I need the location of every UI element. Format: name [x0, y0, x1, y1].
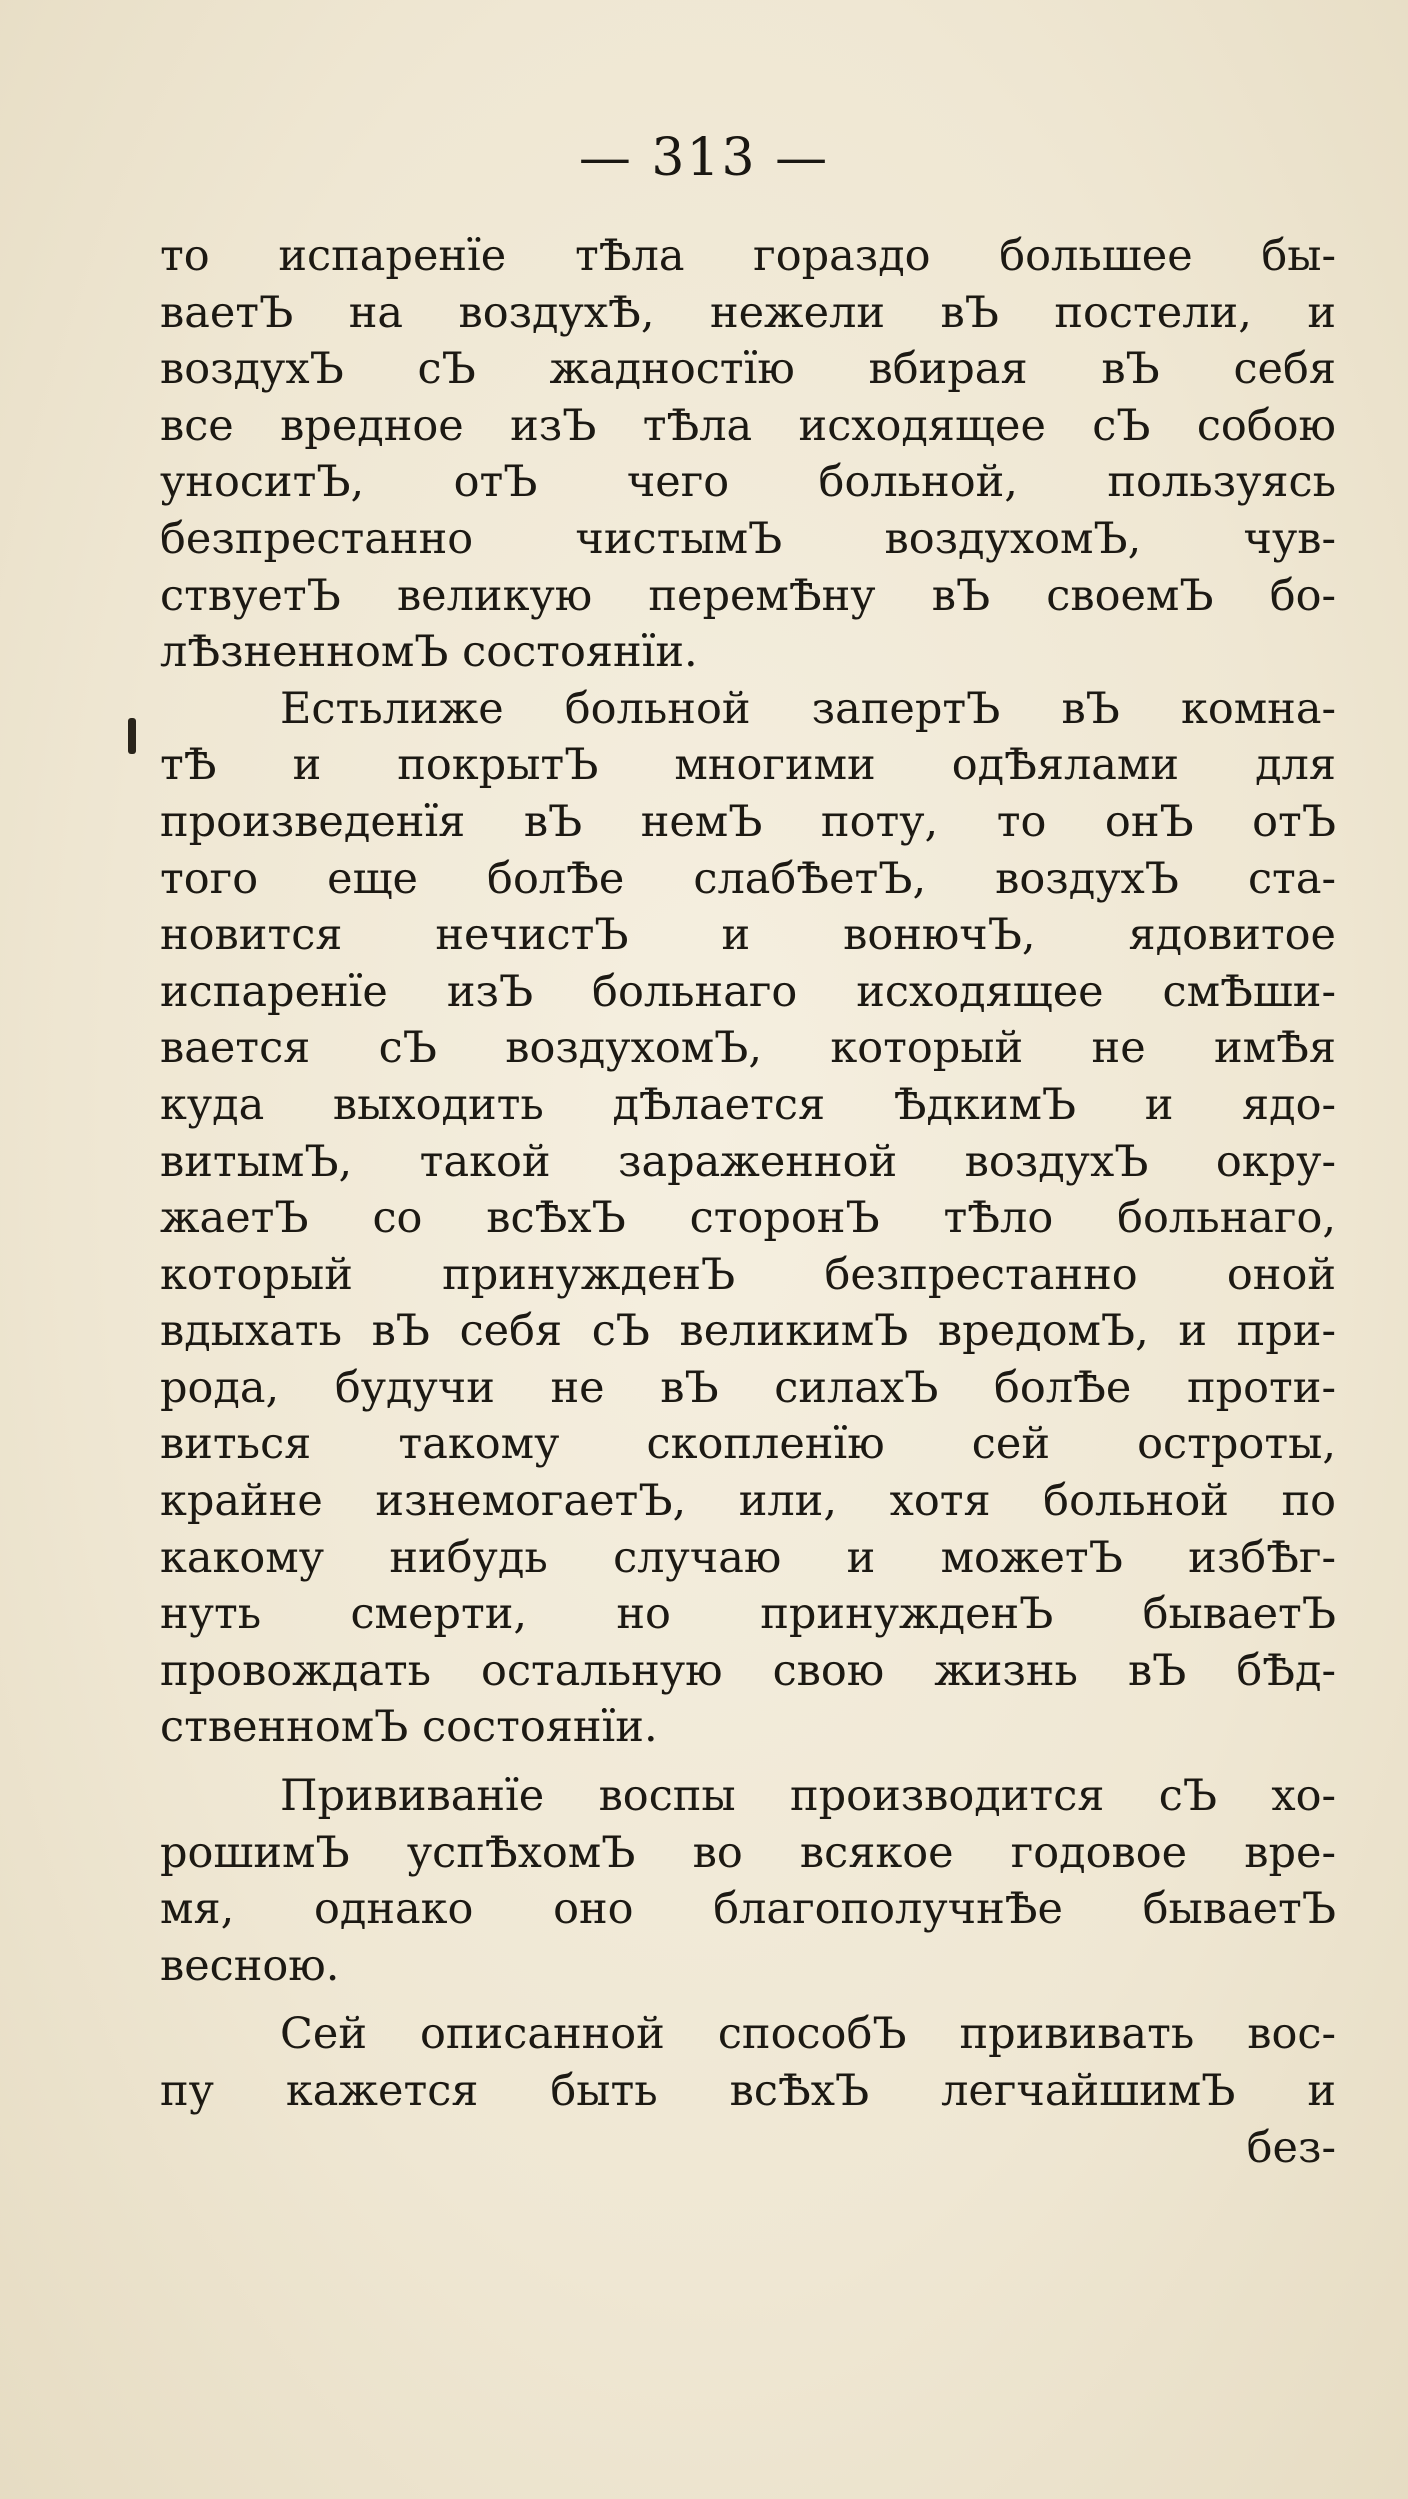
- text-line: ственномЪ состоянїи.: [160, 1702, 658, 1753]
- text-line: нуть смерти, но принужденЪ бываетЪ: [160, 1589, 1336, 1640]
- text-line: рошимЪ успѢхомЪ во всякое годовое вре-: [160, 1827, 1336, 1878]
- page-number: — 313 —: [578, 128, 830, 188]
- text-line: который принужденЪ безпрестанно оной: [160, 1249, 1336, 1300]
- text-line: провождать остальную свою жизнь вЪ бѢд-: [160, 1645, 1336, 1696]
- text-line: витымЪ, такой зараженной воздухЪ окру-: [160, 1136, 1336, 1187]
- body-text: [160, 228, 1336, 2176]
- text-line: испаренїе изЪ больнаго исходящее смѢши-: [160, 966, 1336, 1017]
- text-line: того еще болѢе слабѢетЪ, воздухЪ ста-: [160, 853, 1336, 904]
- catchword: без-: [1246, 2122, 1336, 2173]
- paragraph-start-line: Естьлиже больной запертЪ вЪ комна-: [280, 683, 1336, 734]
- text-line: вается сЪ воздухомЪ, который не имѢя: [160, 1023, 1336, 1074]
- text-line: лѢзненномЪ состоянїи.: [160, 627, 698, 678]
- text-line: новится нечистЪ и вонючЪ, ядовитое: [160, 910, 1336, 961]
- text-line: какому нибудь случаю и можетЪ избѢг-: [160, 1532, 1336, 1583]
- text-line: ствуетЪ великую перемѢну вЪ своемЪ бо-: [160, 570, 1336, 621]
- text-line: уноситЪ, отЪ чего больной, пользуясь: [160, 457, 1336, 508]
- text-line: мя, однако оно благополучнѢе бываетЪ: [160, 1884, 1336, 1935]
- margin-mark: [128, 718, 136, 754]
- text-line: вдыхать вЪ себя сЪ великимЪ вредомЪ, и при-: [160, 1306, 1336, 1357]
- text-line: пу кажется быть всѢхЪ легчайшимЪ и: [160, 2066, 1336, 2116]
- text-line: безпрестанно чистымЪ воздухомЪ, чув-: [160, 513, 1336, 564]
- text-line: виться такому скопленїю сей остроты,: [160, 1419, 1336, 1470]
- paragraph-start-line: Сей описанной способЪ прививать вос-: [280, 2009, 1336, 2060]
- text-line: жаетЪ со всѢхЪ сторонЪ тѢло больнаго,: [160, 1193, 1336, 1244]
- paragraph-start-line: Прививанїе воспы производится сЪ хо-: [280, 1771, 1336, 1822]
- text-line: то испаренїе тѢла гораздо большее бы-: [160, 231, 1336, 281]
- text-line: весною.: [160, 1940, 340, 1991]
- text-line: воздухЪ сЪ жадностїю вбирая вЪ себя: [160, 344, 1336, 395]
- text-line: ваетЪ на воздухѢ, нежели вЪ постели, и: [160, 287, 1336, 338]
- text-line: рода, будучи не вЪ силахЪ болѢе проти-: [160, 1362, 1336, 1413]
- text-line: тѢ и покрытЪ многими одѢялами для: [160, 740, 1336, 791]
- text-line: куда выходить дѢлается ѢдкимЪ и ядо-: [160, 1079, 1336, 1130]
- text-line: все вредное изЪ тѢла исходящее сЪ собою: [160, 400, 1336, 451]
- text-line: крайне изнемогаетЪ, или, хотя больной по: [160, 1476, 1336, 1527]
- text-line: произведенїя вЪ немЪ поту, то онЪ отЪ: [160, 796, 1336, 847]
